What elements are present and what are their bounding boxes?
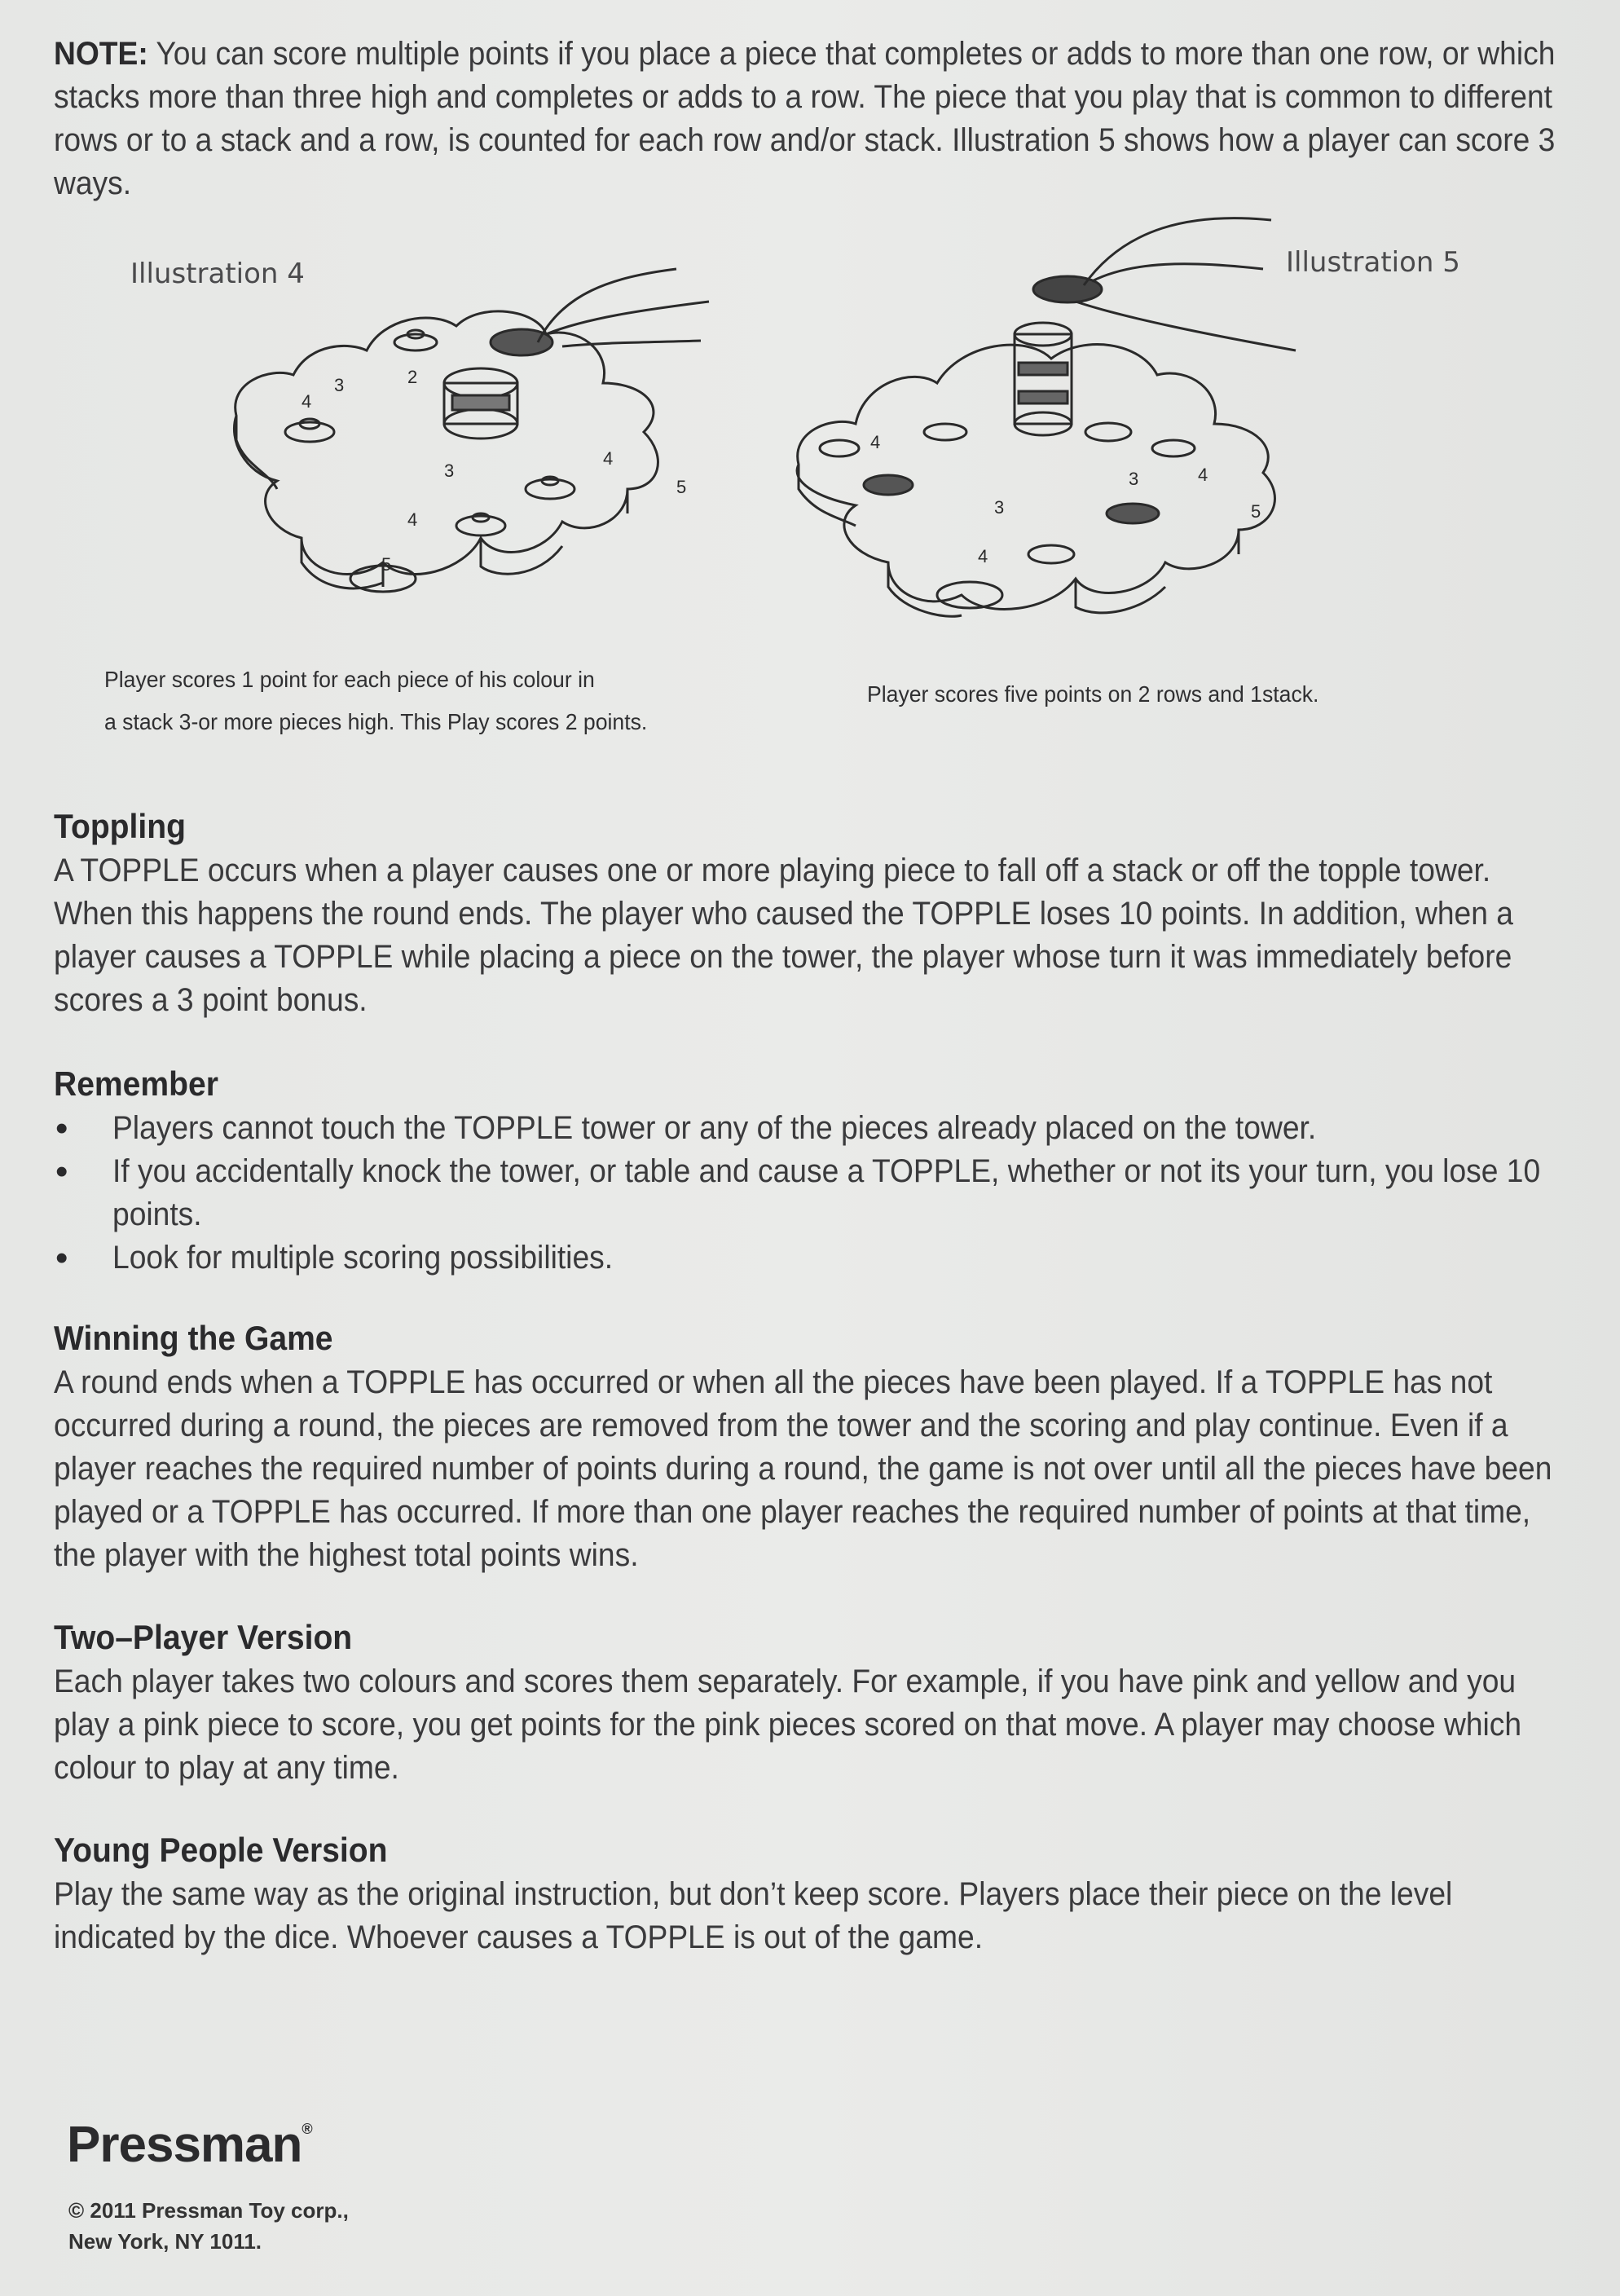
note-label: NOTE: bbox=[54, 36, 148, 72]
svg-text:4: 4 bbox=[1198, 465, 1208, 485]
svg-text:4: 4 bbox=[407, 509, 418, 530]
pressman-logo: Pressman® bbox=[67, 2117, 312, 2173]
svg-text:4: 4 bbox=[978, 546, 988, 566]
svg-text:4: 4 bbox=[302, 391, 312, 412]
svg-text:3: 3 bbox=[1129, 469, 1139, 489]
illustration-4-label: Illustration 4 bbox=[130, 258, 305, 290]
svg-text:5: 5 bbox=[676, 477, 687, 497]
illustration-5-image bbox=[782, 204, 1320, 668]
toppling-heading: Toppling bbox=[54, 807, 186, 845]
toppling-section bbox=[54, 807, 1569, 1022]
illustration-4-caption bbox=[104, 659, 647, 743]
remember-list bbox=[54, 1107, 1569, 1280]
svg-text:5: 5 bbox=[1251, 501, 1261, 522]
list-item: • Players cannot touch the TOPPLE tower or any of the pieces already placed on the tower. bbox=[54, 1107, 1569, 1150]
svg-text:4: 4 bbox=[870, 432, 881, 452]
two-player-text: Each player takes two colours and scores them separately. For example, if you have pink and yellow and you play a pink piece to score, you get points for the pink pieces scored on that move. A player may choose which colour to play at any time. bbox=[54, 1664, 1522, 1786]
young-people-text: Play the same way as the original instruction, but don’t keep score. Players place their piece on the level indicated by the dice. Whoever causes a TOPPLE is out of the game. bbox=[54, 1876, 1453, 1955]
copyright-line: © 2011 Pressman Toy corp., bbox=[68, 2198, 349, 2223]
illustration-5-label: Illustration 5 bbox=[1286, 246, 1460, 279]
young-people-heading: Young People Version bbox=[54, 1831, 388, 1869]
note-text: You can score multiple points if you place a piece that completes or adds to more than one row, or which stacks more than three high and completes or adds to a row. The piece that you play that is common to different rows or to a stack and a row, is counted for each row and/or stack. Illustration 5 shows how a player can score 3 ways. bbox=[54, 36, 1556, 201]
svg-text:4: 4 bbox=[603, 448, 614, 469]
toppling-text: A TOPPLE occurs when a player causes one or more playing piece to fall off a stack or off the topple tower. When this happens the round ends. The player who caused the TOPPLE loses 10 points. In addition, when a player causes a TOPPLE while placing a piece on the tower, the player whose turn it was immediately before scores a 3 point bonus. bbox=[54, 853, 1513, 1018]
two-player-section bbox=[54, 1618, 1569, 1790]
illustration-5-caption: Player scores five points on 2 rows and 1stack. bbox=[867, 681, 1319, 707]
list-item: • Look for multiple scoring possibilities. bbox=[54, 1236, 1569, 1280]
svg-text:3: 3 bbox=[334, 375, 345, 395]
winning-text: A round ends when a TOPPLE has occurred or when all the pieces have been played. If a TOPPLE has not occurred during a round, the pieces are removed from the tower and the scoring and play continue. Even if a player reaches the required number of points during a round, the game is not over until all the pieces have been played or a TOPPLE has occurred. If more than one player reaches the required number of points at that time, the player with the highest total points wins. bbox=[54, 1364, 1552, 1573]
illustration-4-image bbox=[220, 245, 725, 636]
svg-text:2: 2 bbox=[407, 367, 418, 387]
note-paragraph bbox=[54, 33, 1562, 205]
address-line: New York, NY 1011. bbox=[68, 2229, 262, 2254]
two-player-heading: Two–Player Version bbox=[54, 1618, 353, 1656]
remember-section bbox=[54, 1064, 1569, 1280]
note-section bbox=[54, 33, 1569, 205]
illustration-4-caption-line-1: Player scores 1 point for each piece of his colour in bbox=[104, 667, 595, 692]
remember-heading: Remember bbox=[54, 1064, 218, 1103]
winning-section bbox=[54, 1319, 1569, 1577]
illustration-4-caption-line-2: a stack 3-or more pieces high. This Play scores 2 points. bbox=[104, 709, 648, 734]
winning-heading: Winning the Game bbox=[54, 1319, 333, 1357]
young-people-section bbox=[54, 1831, 1569, 1959]
svg-text:5: 5 bbox=[381, 554, 392, 575]
svg-text:3: 3 bbox=[994, 497, 1005, 518]
svg-text:3: 3 bbox=[444, 461, 455, 481]
list-item: • If you accidentally knock the tower, or table and cause a TOPPLE, whether or not its your turn, you lose 10 points. bbox=[54, 1150, 1569, 1236]
